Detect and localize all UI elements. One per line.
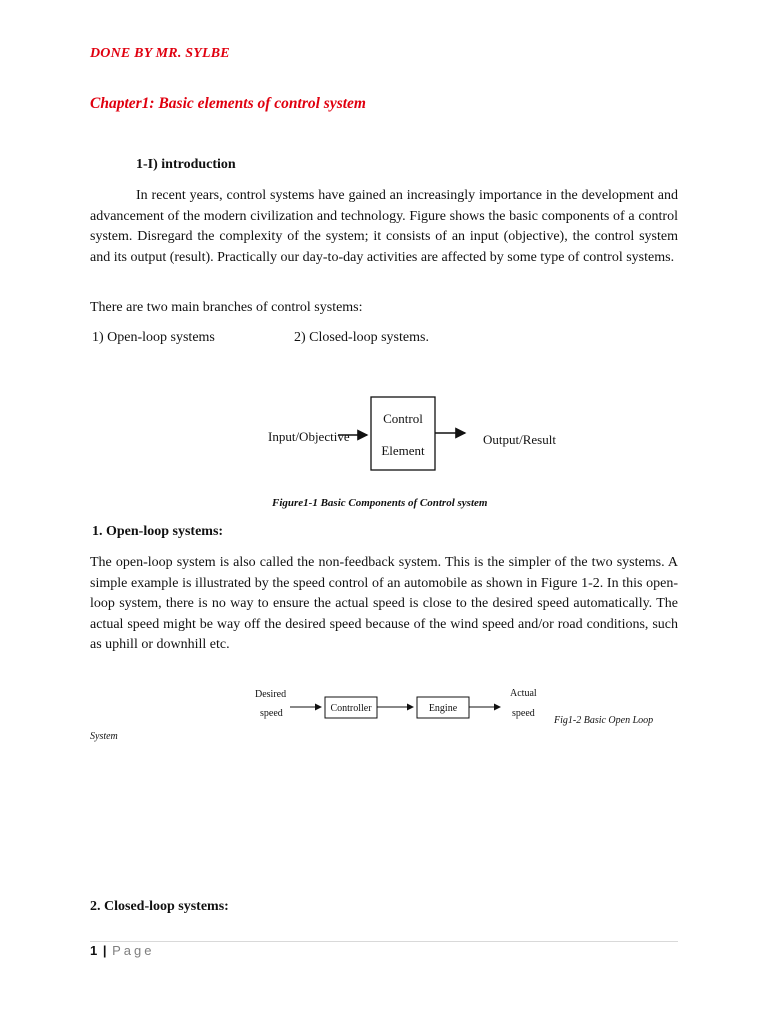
figure1-block-line1: Control (383, 411, 423, 426)
chapter-title: Chapter1: Basic elements of control system (90, 95, 366, 112)
figure2-caption-part2: System (90, 731, 118, 742)
closed-loop-heading: 2. Closed-loop systems: (90, 899, 229, 914)
figure2-output-line1: Actual (510, 688, 537, 699)
figure2-controller-label: Controller (330, 703, 372, 714)
author-line: DONE BY MR. SYLBE (90, 46, 230, 61)
figure1-caption: Figure1-1 Basic Components of Control system (272, 497, 488, 509)
branches-text: There are two main branches of control systems: (90, 300, 363, 315)
open-loop-heading: 1. Open-loop systems: (92, 524, 224, 539)
open-loop-paragraph: The open-loop system is also called the non-feedback system. This is the simpler of the two systems. A simple example is illustrated by the speed control of an automobile as shown in Figure 1-2. In this open-loop system, there is no way to ensure the actual speed is close to the desired speed automatically. The actual speed might be way off the desired speed because of the wind speed and/or road conditions, such as uphill or downhill etc. (90, 555, 678, 653)
figure2-input-line1: Desired (255, 689, 287, 700)
figure-basic-components-diagram (260, 390, 560, 480)
figure1-block-line2: Element (381, 443, 425, 458)
intro-paragraph: In recent years, control systems have gained an increasingly importance in the development and advancement of the modern civilization and technology. Figure shows the basic components of a control system. Disregard the complexity of the system; it consists of an input (objective), the control system and its output (result). Practically our day-to-day activities are affected by some type of control systems. (90, 188, 678, 265)
figure2-output-line2: speed (512, 708, 535, 719)
intro-heading: 1-I) introduction (136, 157, 236, 172)
branch-closed-loop: 2) Closed-loop systems. (294, 330, 429, 345)
figure2-input-line2: speed (260, 708, 283, 719)
figure1-output-label: Output/Result (483, 432, 556, 447)
footer-divider (90, 941, 678, 942)
figure2-engine-label: Engine (428, 703, 458, 714)
page-word: Page (112, 943, 155, 958)
branch-open-loop: 1) Open-loop systems (92, 330, 215, 345)
page-footer (90, 943, 155, 958)
figure1-control-block (371, 397, 435, 470)
page-number: 1 (90, 943, 98, 958)
footer-separator: | (102, 943, 107, 958)
figure-open-loop-diagram (250, 682, 550, 732)
figure2-caption-part1: Fig1-2 Basic Open Loop (554, 715, 654, 726)
figure1-input-label: Input/Objective (268, 429, 350, 444)
